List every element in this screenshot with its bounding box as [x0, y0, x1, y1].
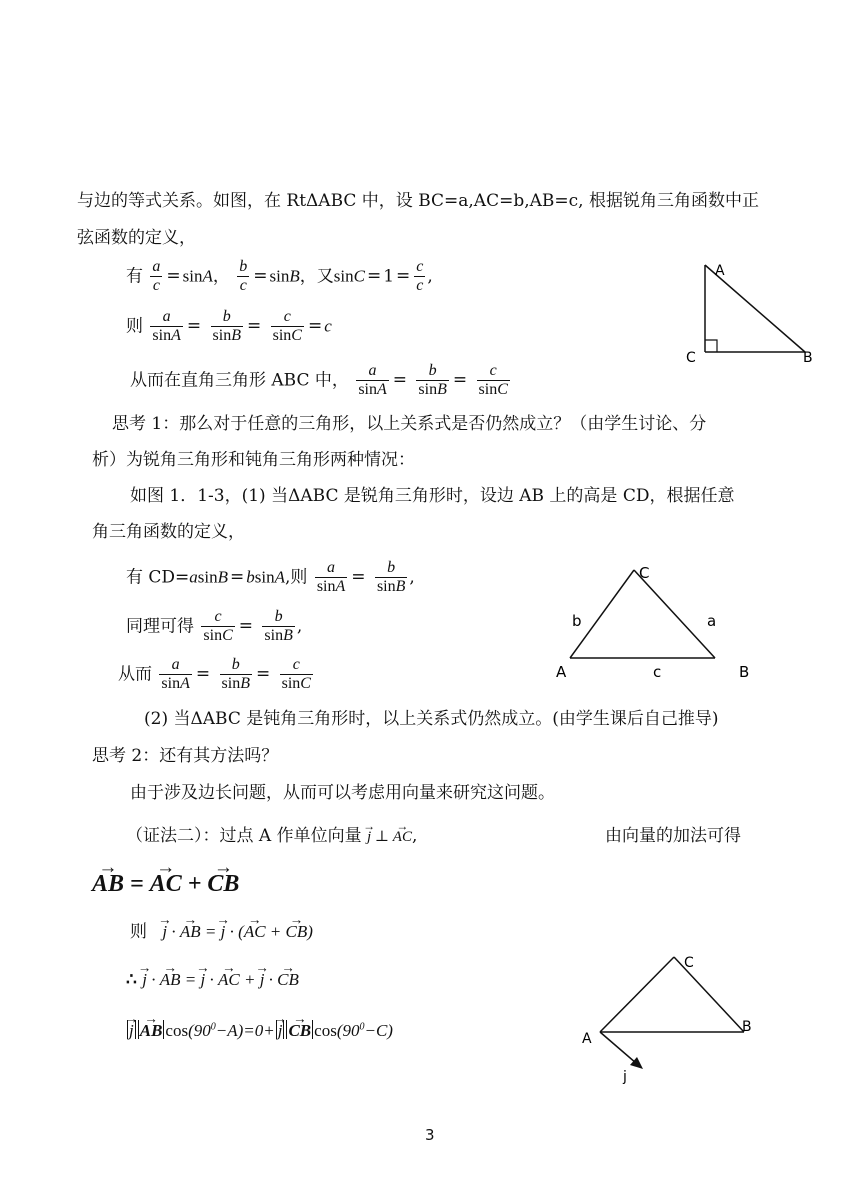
right-tri-label-a: A: [715, 263, 725, 279]
acute-label-c-vertex: C: [639, 564, 650, 582]
then-prefix: ,则: [285, 567, 308, 588]
sep-comma: ，: [212, 266, 230, 287]
vector-intro-line: 由于涉及边长问题，从而可以考虑用向量来研究这问题。: [130, 783, 555, 803]
then-label: 则: [130, 922, 147, 942]
acute-label-c-side: c: [653, 663, 662, 681]
similarly-prefix: 同理可得: [126, 616, 194, 637]
acute-label-a-side: a: [707, 612, 717, 630]
case1-line-2: 角三角函数的定义，: [92, 522, 245, 542]
case1-line-1: 如图 1．1-3，(1) 当ΔABC 是锐角三角形时，设边 AB 上的高是 CD，根据任意: [130, 486, 735, 506]
therefore-equation: ∴ → j · → AB = → j · → AC + → j · → CB: [126, 970, 299, 990]
prefix-you-again: ，又: [299, 266, 334, 287]
formula-acute-2: 同理可得 $\frac{c}{\sin C}$ = $\frac{b}{\sin B}$ ,: [126, 608, 303, 645]
acute-label-a-vertex: A: [556, 663, 567, 681]
formula-right-1: 有 $\frac{a}{c}$ = sinA， $\frac{b}{c}$ = sinB，又sinC = 1 = $\frac{c}{c}$ ,: [126, 258, 433, 295]
therefore-symbol: ∴: [126, 970, 137, 990]
formula-right-2: 则 $\frac{a}{\sin A}$ = $\frac{b}{\sin B}$ = $\frac{c}{\sin C}$ = c: [126, 308, 332, 345]
case2-line: (2) 当ΔABC 是钝角三角形时，以上关系式仍然成立。(由学生课后自己推导): [144, 709, 719, 729]
think1-line-1: 思考 1：那么对于任意的三角形，以上关系式是否仍然成立？（由学生讨论、分: [112, 414, 707, 434]
acute-label-b-vertex: B: [739, 663, 750, 681]
intro-line-1: 与边的等式关系。如图，在 RtΔABC 中，设 BC=a,AC=b,AB=c, 根据锐角三角函数中正: [77, 191, 759, 211]
right-tri-label-c: C: [686, 350, 696, 366]
formula-acute-1: 有 CD=asinB = bsinA,则 $\frac{a}{\sin A}$ = $\frac{b}{\sin B}$ ,: [126, 559, 415, 596]
formula-right-3: 从而在直角三角形 ABC 中， $\frac{a}{\sin A}$ = $\frac{b}{\sin B}$ = $\frac{c}{\sin C}$: [130, 362, 508, 399]
conclusion-prefix: 从而在直角三角形 ABC 中，: [130, 370, 349, 391]
think1-line-2: 析）为锐角三角形和钝角三角形两种情况：: [92, 450, 415, 470]
prefix-you: 有: [126, 266, 143, 287]
page-number: 3: [425, 1126, 435, 1144]
think2-line: 思考 2：还有其方法吗？: [92, 746, 279, 766]
then-equation: 则 → j · → AB = → j · (→ AC + → CB): [130, 922, 313, 942]
vector-triangle-figure: [570, 945, 790, 1095]
right-triangle-figure: [670, 255, 830, 375]
acute-triangle-figure: [540, 558, 770, 688]
formula-acute-3: 从而 $\frac{a}{\sin A}$ = $\frac{b}{\sin B}$ = $\frac{c}{\sin C}$: [118, 656, 311, 693]
vector-label-a: A: [582, 1031, 592, 1047]
hence-prefix: 从而: [118, 664, 152, 685]
prefix-ze: 则: [126, 316, 143, 337]
right-tri-label-b: B: [803, 350, 813, 366]
vector-label-j: j: [623, 1069, 627, 1085]
cd-prefix: 有 CD=: [126, 567, 190, 588]
vector-label-c: C: [684, 955, 694, 971]
magnitude-equation: → j→ AB $\cos(90^0-A)=0+\to j\to$ CB $\cos(90^0-C)$: [126, 1020, 393, 1042]
intro-line-2: 弦函数的定义，: [77, 228, 196, 248]
acute-label-b-side: b: [572, 612, 582, 630]
proof2-text: （证法二）：过点 A 作单位向量: [126, 826, 362, 846]
vector-label-b: B: [742, 1019, 752, 1035]
proof2-right: 由向量的加法可得: [605, 826, 741, 846]
vector-sum-equation: → AB = → AC + → CB: [92, 870, 239, 899]
proof2-left: （证法二）：过点 A 作单位向量 → j ⊥ → AC,: [126, 826, 417, 846]
